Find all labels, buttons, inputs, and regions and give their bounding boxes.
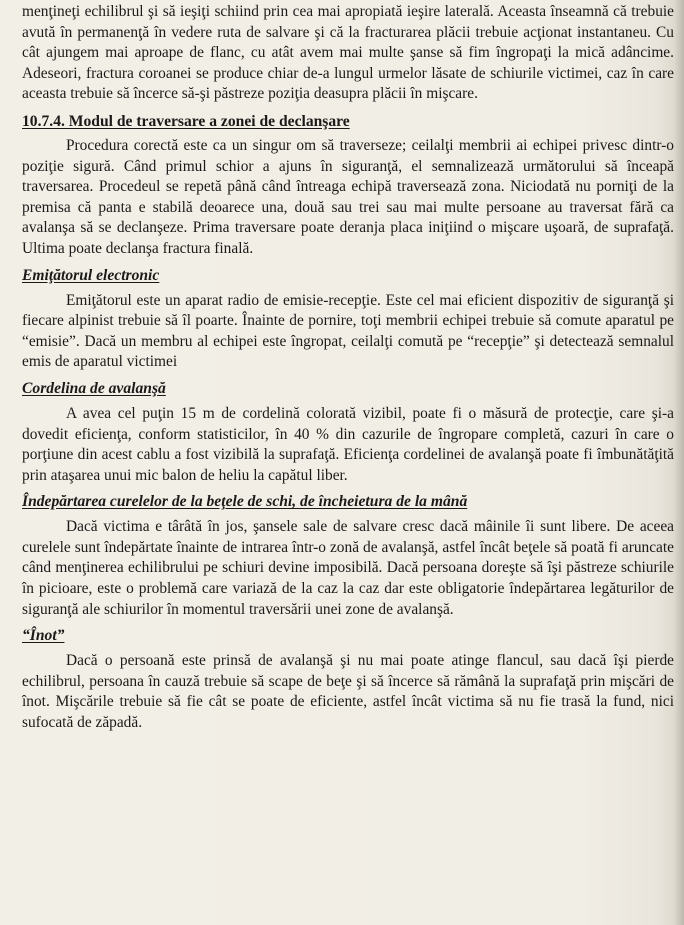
section-paragraph-traversare: Procedura corectă este ca un singur om să traverseze; ceilalţi membrii ai echipei privesc dintr-o poziţie sigură. Când primul schior a ajuns în siguranţă, el semnalizează următorului să înceapă traversarea. Procedeul se repetă până când întreaga echipă traversează zona. Niciodată nu porniţi de la premisa că panta e stabilă deoarece una, două sau trei sau mai multe persoane au traversat fără ca avalanşa să se declanşeze. Prima traversare poate deranja placa iniţiind o mişcare uşoară, de suprafaţă. Ultima poate declanşa fractura finală. [22,136,674,257]
subsection-paragraph-curele: Dacă victima e târâtă în jos, şansele sale de salvare cresc dacă mâinile îi sunt libere. De aceea curelele sunt îndepărtate înainte de intrarea într-o zonă de avalanşă, astfel încât beţele să poată fi aruncate când menţinerea echilibrului pe schiuri devine imposibilă. Dacă persoana doreşte să îşi păstreze schiurile în picioare, este o problemă care variază de la caz la caz dar este obligatorie îndepărtarea legăturilor de siguranţă ale schiurilor în momentul traversării unei zone de avalanşă. [22,518,674,618]
section-heading-traversare: 10.7.4. Modul de traversare a zonei de declanşare [22,112,350,130]
page-edge-shadow [674,0,684,925]
subsection-heading-curele: Îndepărtarea curelelor de la beţele de schi, de încheietura de la mână [22,493,468,511]
subsection-paragraph-cordelina: A avea cel puţin 15 m de cordelină colorată vizibil, poate fi o măsură de protecţie, care şi-a dovedit eficienţa, conform statisticilor, în 40 % din cazurile de îngropare completă, cazuri în care o porţiune din acest cablu a fost vizibilă la suprafaţă. Eficienţa cordelinei de avalanşă poate fi îmbunătăţită prin ataşarea unui mic balon de heliu la capătul liber. [22,404,674,484]
subsection-heading-inot: “Înot” [22,627,65,645]
subsection-heading-emitator: Emiţătorul electronic [22,266,160,284]
subsection-paragraph-inot: Dacă o persoană este prinsă de avalanşă şi nu mai poate atinge flancul, sau dacă îşi pierde echilibrul, persoana în cauză trebuie să scape de beţe şi să încerce să rămână la suprafaţă prin mişcări de înot. Mişcările trebuie să fie cât se poate de eficiente, astfel încât victima să nu fie trasă la fund, nici sufocată de zăpadă. [22,652,674,732]
subsection-paragraph-emitator: Emiţătorul este un aparat radio de emisie-recepţie. Este cel mai eficient dispozitiv de siguranţă şi fiecare alpinist trebuie să îl poarte. Înainte de pornire, toţi membrii echipei trebuie să comute aparatul pe “emisie”. Dacă un membru al echipei este îngropat, ceilalţi comută pe “recepţie” şi detectează semnalul emis de aparatul victimei [22,291,674,371]
subsection-heading-cordelina: Cordelina de avalanşă [22,379,166,397]
page-content [22,2,674,734]
intro-paragraph: menţineţi echilibrul şi să ieşiţi schiind prin cea mai apropiată ieşire laterală. Aceasta înseamnă că trebuie avută în permanenţă în vedere ruta de salvare şi că la fracturarea plăcii trebuie acţionat instantaneu. Cu cât ajungem mai aproape de flanc, cu atât avem mai multe şanse să fim îngropaţi la mică adâncime. Adeseori, fractura coroanei se produce chiar de-a lungul urmelor lăsate de schiurile victimei, caz în care aceasta trebuie să încerce să-şi păstreze poziţia deasupra plăcii în mişcare. [22,3,674,103]
